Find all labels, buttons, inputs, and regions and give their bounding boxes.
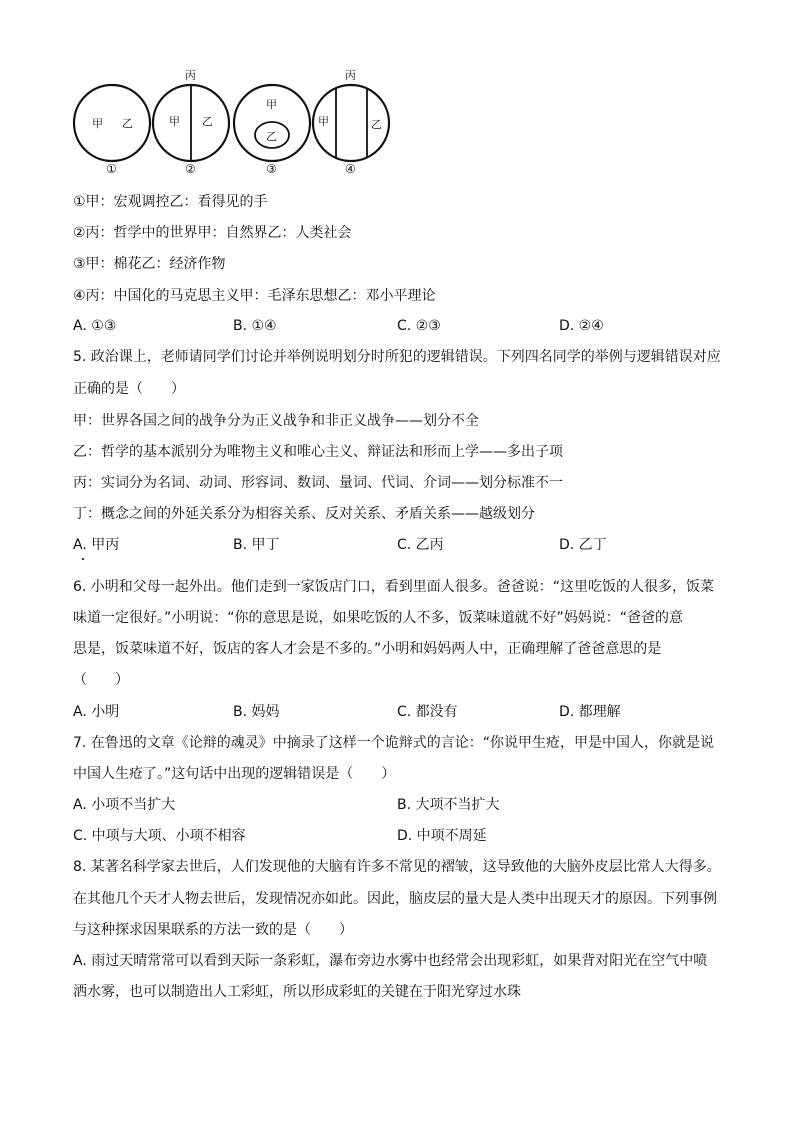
q8-stem-line-3: 与这种探求因果联系的方法一致的是（ ） [73, 922, 353, 938]
diagram-2 [153, 69, 229, 176]
q4-item-4: ④丙：中国化的马克思主义甲：毛泽东思想乙：邓小平理论 [73, 288, 436, 304]
q7-option-a[interactable]: A. 小项不当扩大 [73, 797, 176, 813]
c1-right-label: 乙 [122, 117, 133, 130]
q5-item-4: 丁：概念之间的外延关系分为相容关系、反对关系、矛盾关系——越级划分 [73, 506, 535, 522]
q4-option-c[interactable]: C. ②③ [397, 318, 441, 334]
q5-item-3: 丙：实词分为名词、动词、形容词、数词、量词、代词、介词——划分标准不一 [73, 475, 563, 491]
q5-option-b[interactable]: B. 甲丁 [233, 537, 280, 553]
diagram-4 [313, 69, 389, 176]
c3-number: ③ [266, 162, 277, 176]
q7-option-d[interactable]: D. 中项不周延 [397, 828, 487, 844]
c2-right-label: 乙 [202, 115, 213, 128]
q6-stem-line-3: 思是，饭菜味道不好，饭店的客人才会是不多的。”小明和妈妈两人中，正确理解了爸爸意思的是 [73, 641, 662, 657]
q6-option-d[interactable]: D. 都理解 [559, 704, 621, 720]
c4-number: ④ [345, 162, 356, 176]
q4-item-3: ③甲：棉花乙：经济作物 [73, 256, 226, 272]
q6-option-a[interactable]: A. 小明 [73, 704, 120, 720]
c2-number: ② [185, 162, 196, 176]
q5-option-a[interactable]: A. 甲丙 [73, 537, 120, 553]
q6-option-c[interactable]: C. 都没有 [397, 704, 458, 720]
q6-stem-line-1: 6. 小明和父母一起外出。他们走到一家饭店门口，看到里面人很多。爸爸说：“这里吃饭的人很多，饭菜 [73, 579, 715, 595]
c3-top-label: 甲 [266, 98, 277, 111]
c4-left-label: 甲 [318, 115, 329, 128]
q8-option-a-line-2[interactable]: 洒水雾，也可以制造出人工彩虹，所以形成彩虹的关键在于阳光穿过水珠 [73, 984, 521, 1000]
q7-stem-line-2: 中国人生疮了。”这句话中出现的逻辑错误是（ ） [73, 766, 396, 782]
q5-option-d[interactable]: D. 乙丁 [559, 537, 607, 553]
q7-option-b[interactable]: B. 大项不当扩大 [397, 797, 500, 813]
q5-item-2: 乙：哲学的基本派别分为唯物主义和唯心主义、辩证法和形而上学——多出子项 [73, 444, 563, 460]
q4-item-1: ①甲：宏观调控乙：看得见的手 [73, 194, 268, 210]
q5-stem-line-1: 5. 政治课上，老师请同学们讨论并举例说明划分时所犯的逻辑错误。下列四名同学的举例与逻辑错误对应 [73, 349, 721, 365]
q4-option-d[interactable]: D. ②④ [559, 318, 604, 334]
q5-options [73, 534, 723, 556]
c4-top-label: 丙 [345, 69, 356, 82]
q5-option-c[interactable]: C. 乙丙 [397, 537, 444, 553]
q4-options [73, 315, 723, 337]
q4-option-a[interactable]: A. ①③ [73, 318, 117, 334]
q4-item-2: ②丙：哲学中的世界甲：自然界乙：人类社会 [73, 225, 352, 241]
c2-left-label: 甲 [169, 115, 180, 128]
q8-stem-line-1: 8. 某著名科学家去世后，人们发现他的大脑有许多不常见的褶皱，这导致他的大脑外皮层比常人大得多。 [73, 859, 721, 875]
q5-stem-line-2: 正确的是（ ） [73, 381, 185, 397]
c2-top-label: 丙 [185, 69, 196, 82]
diagram-1 [74, 85, 150, 176]
c1-left-label: 甲 [92, 117, 103, 130]
q7-options-row-2 [73, 825, 723, 847]
q6-stem-line-4: （ ） [73, 672, 129, 688]
stray-mark [82, 558, 84, 560]
q6-stem-line-2: 味道一定很好。”小明说：“你的意思是说，如果吃饭的人不多，饭菜味道就不好”妈妈说：“爸爸的意 [73, 610, 684, 626]
diagram-3 [234, 85, 310, 176]
c4-right-label: 乙 [371, 118, 382, 131]
q4-option-b[interactable]: B. ①④ [233, 318, 277, 334]
c3-inner-label: 乙 [266, 130, 277, 143]
venn-figure [72, 66, 402, 178]
q8-stem-line-2: 在其他几个天才人物去世后，发现情况亦如此。因此，脑皮层的量大是人类中出现天才的原因。下列事例 [73, 891, 717, 907]
q5-item-1: 甲：世界各国之间的战争分为正义战争和非正义战争——划分不全 [73, 413, 479, 429]
q7-option-c[interactable]: C. 中项与大项、小项不相容 [73, 828, 246, 844]
q7-options-row-1 [73, 794, 723, 816]
q8-option-a-line-1[interactable]: A. 雨过天晴常常可以看到天际一条彩虹，瀑布旁边水雾中也经常会出现彩虹，如果背对阳光在空气中喷 [73, 953, 708, 969]
q6-options [73, 701, 723, 723]
c1-number: ① [106, 162, 117, 176]
q6-option-b[interactable]: B. 妈妈 [233, 704, 280, 720]
q7-stem-line-1: 7. 在鲁迅的文章《论辩的魂灵》中摘录了这样一个诡辩式的言论：“你说甲生疮，甲是中国人，你就是说 [73, 735, 715, 751]
